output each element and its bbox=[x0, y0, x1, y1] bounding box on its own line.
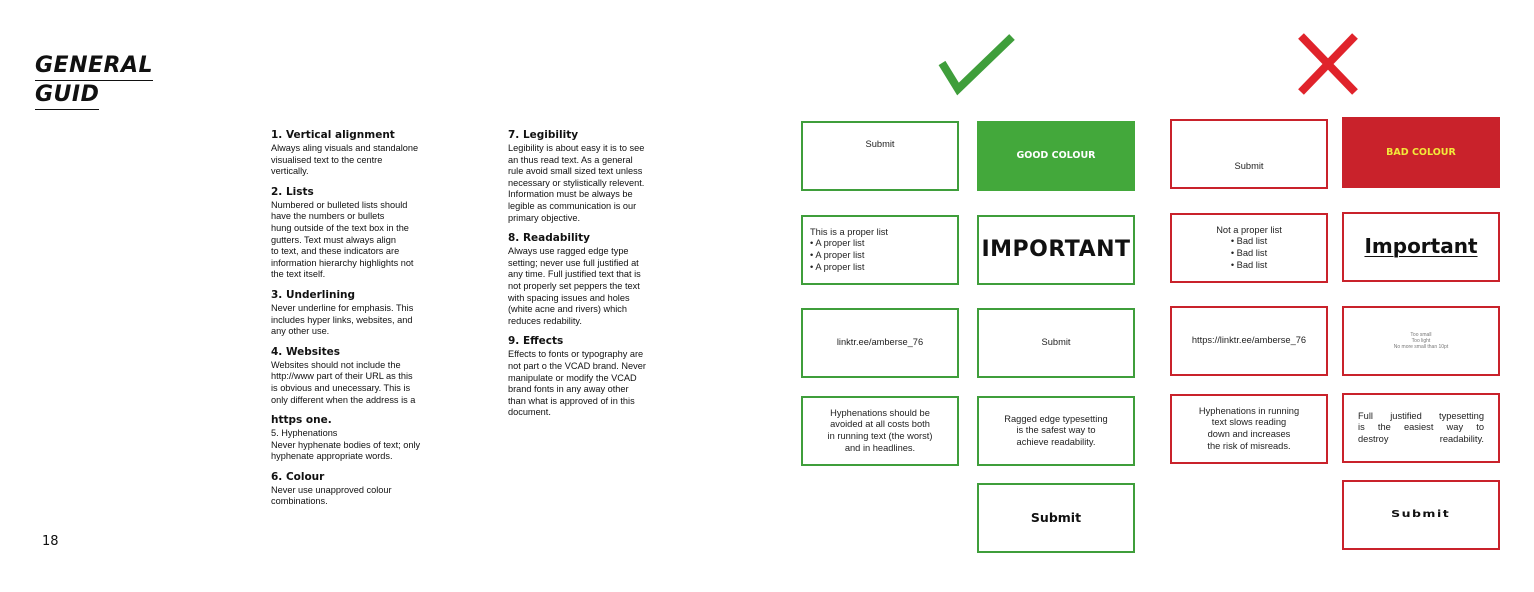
text-line: Hyphenations in running bbox=[1198, 405, 1300, 416]
guidelines-column-2 bbox=[508, 129, 658, 427]
guideline-heading: https one. bbox=[271, 414, 332, 427]
guideline-line: is obvious and unecessary. This is bbox=[271, 382, 411, 393]
important-text: IMPORTANT bbox=[981, 237, 1131, 263]
bad-colour-example bbox=[1342, 117, 1500, 188]
guideline-line: manipulate or modify the VCAD bbox=[508, 372, 637, 383]
guideline-line: reduces redability. bbox=[508, 315, 582, 326]
text-line: Too light bbox=[1411, 338, 1431, 344]
text-line: Ragged edge typesetting bbox=[1004, 413, 1108, 424]
text-line: No more small than 10pt bbox=[1393, 344, 1449, 350]
title-line-1: GENERAL bbox=[35, 52, 153, 81]
list-line: • A proper list bbox=[810, 261, 865, 272]
good-submit-text: Submit bbox=[865, 139, 895, 149]
guideline-line: hyphenate appropriate words. bbox=[271, 451, 393, 462]
guideline-line: Always use ragged edge type bbox=[508, 246, 629, 257]
guideline-line: hung outside of the text box in the bbox=[271, 222, 409, 233]
good-ragged-example bbox=[977, 396, 1135, 466]
guideline-body bbox=[271, 303, 431, 338]
guideline-section bbox=[271, 346, 431, 406]
good-bold-submit-example bbox=[977, 483, 1135, 553]
important-text: Important bbox=[1364, 234, 1478, 259]
checkmark-icon bbox=[938, 33, 1018, 97]
bad-link-example bbox=[1170, 306, 1328, 376]
list-line: • A proper list bbox=[810, 250, 865, 260]
guideline-heading: 1. Vertical alignment bbox=[271, 129, 395, 141]
guideline-line: Numbered or bulleted lists should bbox=[271, 199, 408, 210]
submit-text: Submit bbox=[1391, 509, 1451, 521]
good-centered-submit-example bbox=[977, 308, 1135, 378]
bad-small-text-example bbox=[1342, 306, 1500, 376]
guideline-line: http://www part of their URL as this bbox=[271, 371, 413, 382]
good-colour-text: GOOD COLOUR bbox=[1016, 150, 1096, 162]
guideline-line: legible as communication is our bbox=[508, 200, 637, 211]
guideline-line: any time. Full justified text that is bbox=[508, 269, 641, 280]
guideline-line: Effects to fonts or typography are bbox=[508, 349, 644, 360]
guideline-line: to text, and these indicators are bbox=[271, 246, 400, 257]
guideline-section bbox=[271, 129, 431, 178]
guidelines-column-1 bbox=[271, 129, 431, 516]
guideline-line: any other use. bbox=[271, 326, 330, 337]
guideline-heading: 4. Websites bbox=[271, 345, 341, 358]
guideline-section bbox=[271, 186, 431, 281]
guideline-heading: 9. Effects bbox=[508, 335, 564, 348]
good-colour-example bbox=[977, 121, 1135, 191]
guideline-section bbox=[508, 129, 658, 224]
bad-submit-example bbox=[1170, 119, 1328, 189]
guideline-line: document. bbox=[508, 407, 551, 418]
text-line: avoided at all costs both bbox=[830, 419, 930, 430]
bad-important-example bbox=[1342, 212, 1500, 282]
guideline-heading: 7. Legibility bbox=[508, 129, 579, 141]
guideline-line: only different when the address is a bbox=[271, 394, 416, 405]
list-line: This is a proper list bbox=[810, 226, 889, 237]
guideline-section bbox=[271, 414, 431, 463]
guideline-body bbox=[508, 246, 658, 327]
guideline-line: rule avoid small sized text unless bbox=[508, 166, 643, 177]
guideline-heading: 6. Colour bbox=[271, 470, 325, 483]
guideline-line: vertically. bbox=[271, 166, 309, 177]
guideline-line: (white acne and rivers) which bbox=[508, 304, 627, 315]
guideline-body bbox=[271, 360, 431, 406]
guideline-body bbox=[271, 200, 431, 281]
page-title bbox=[35, 52, 153, 110]
bad-wide-submit-example bbox=[1342, 480, 1500, 550]
text-line: Too small bbox=[1410, 332, 1432, 338]
text-line: Full justified typesetting bbox=[1358, 410, 1484, 421]
guideline-section bbox=[508, 232, 658, 327]
text-line: is the easiest way to bbox=[1358, 422, 1484, 433]
guideline-body bbox=[271, 428, 431, 463]
guideline-line: brand fonts in any away other bbox=[508, 384, 629, 395]
cross-icon bbox=[1295, 32, 1361, 96]
guideline-line: includes hyper links, websites, and bbox=[271, 314, 413, 325]
guideline-line: Legibility is about easy it is to see bbox=[508, 143, 645, 153]
submit-text: Submit bbox=[1041, 337, 1071, 348]
guideline-section bbox=[508, 335, 658, 419]
guideline-line: gutters. Text must always align bbox=[271, 234, 396, 245]
page-number: 18 bbox=[42, 534, 59, 549]
guideline-body bbox=[271, 485, 431, 508]
guideline-section bbox=[271, 471, 431, 508]
bad-hyphenation-example bbox=[1170, 394, 1328, 464]
list-line: Not a proper list bbox=[1216, 224, 1282, 235]
submit-text: Submit bbox=[1234, 161, 1264, 172]
text-line: in running text (the worst) bbox=[827, 431, 933, 441]
list-line: • A proper list bbox=[810, 238, 865, 249]
bad-list-example bbox=[1170, 213, 1328, 283]
text-line: text slows reading bbox=[1211, 417, 1287, 428]
text-line: Hyphenations should be bbox=[830, 407, 930, 418]
text-line: the risk of misreads. bbox=[1207, 440, 1291, 451]
guideline-heading: 3. Underlining bbox=[271, 288, 356, 301]
guideline-line: combinations. bbox=[271, 496, 328, 507]
bad-justified-example bbox=[1342, 393, 1500, 463]
guideline-line: Never underline for emphasis. This bbox=[271, 302, 414, 313]
guideline-line: the text itself. bbox=[271, 269, 326, 280]
good-link-text: linktr.ee/amberse_76 bbox=[836, 337, 924, 348]
guideline-heading: 2. Lists bbox=[271, 185, 314, 198]
guideline-section bbox=[271, 289, 431, 338]
link-text: https://linktr.ee/amberse_76 bbox=[1191, 335, 1307, 346]
text-line: achieve readability. bbox=[1016, 436, 1096, 447]
list-line: • Bad list bbox=[1230, 236, 1268, 247]
text-line: destroy readability. bbox=[1358, 433, 1484, 444]
guideline-line: setting; never use full justified at bbox=[508, 257, 639, 268]
good-important-example bbox=[977, 215, 1135, 285]
guideline-line: with spacing issues and holes bbox=[508, 292, 630, 303]
guideline-heading: 8. Readability bbox=[508, 232, 591, 245]
bad-colour-text: BAD COLOUR bbox=[1386, 146, 1456, 158]
guideline-line: Information must be always be bbox=[508, 189, 633, 200]
good-submit-example bbox=[801, 121, 959, 191]
good-hyphenation-example bbox=[801, 396, 959, 466]
title-line-2: GUID bbox=[35, 81, 99, 110]
submit-text: Submit bbox=[1030, 510, 1082, 526]
list-line: • Bad list bbox=[1230, 248, 1268, 258]
guideline-body bbox=[508, 143, 658, 224]
guideline-line: Never use unapproved colour bbox=[271, 484, 392, 495]
good-list-example bbox=[801, 215, 959, 285]
guideline-line: 5. Hyphenations bbox=[271, 428, 338, 439]
guideline-line: have the numbers or bullets bbox=[271, 211, 385, 222]
guideline-line: visualised text to the centre bbox=[271, 154, 383, 165]
guideline-line: than what is approved of in this bbox=[508, 395, 635, 406]
guideline-line: necessary or stylistically relevent. bbox=[508, 177, 645, 188]
text-line: is the safest way to bbox=[1016, 425, 1096, 436]
guideline-body bbox=[271, 143, 431, 178]
text-line: down and increases bbox=[1207, 429, 1291, 439]
guideline-body bbox=[508, 349, 658, 419]
good-link-example bbox=[801, 308, 959, 378]
guideline-line: Always aling visuals and standalone bbox=[271, 143, 419, 153]
guideline-line: primary objective. bbox=[508, 212, 580, 223]
guideline-line: an thus read text. As a general bbox=[508, 154, 633, 165]
text-line: and in headlines. bbox=[844, 442, 916, 453]
guideline-line: Never hyphenate bodies of text; only bbox=[271, 439, 421, 450]
guideline-line: not part o the VCAD brand. Never bbox=[508, 360, 646, 371]
guideline-line: not properly set peppers the text bbox=[508, 280, 640, 291]
guideline-line: Websites should not include the bbox=[271, 359, 401, 370]
guideline-line: information hierarchy highlights not bbox=[271, 257, 414, 268]
list-line: • Bad list bbox=[1230, 259, 1268, 270]
